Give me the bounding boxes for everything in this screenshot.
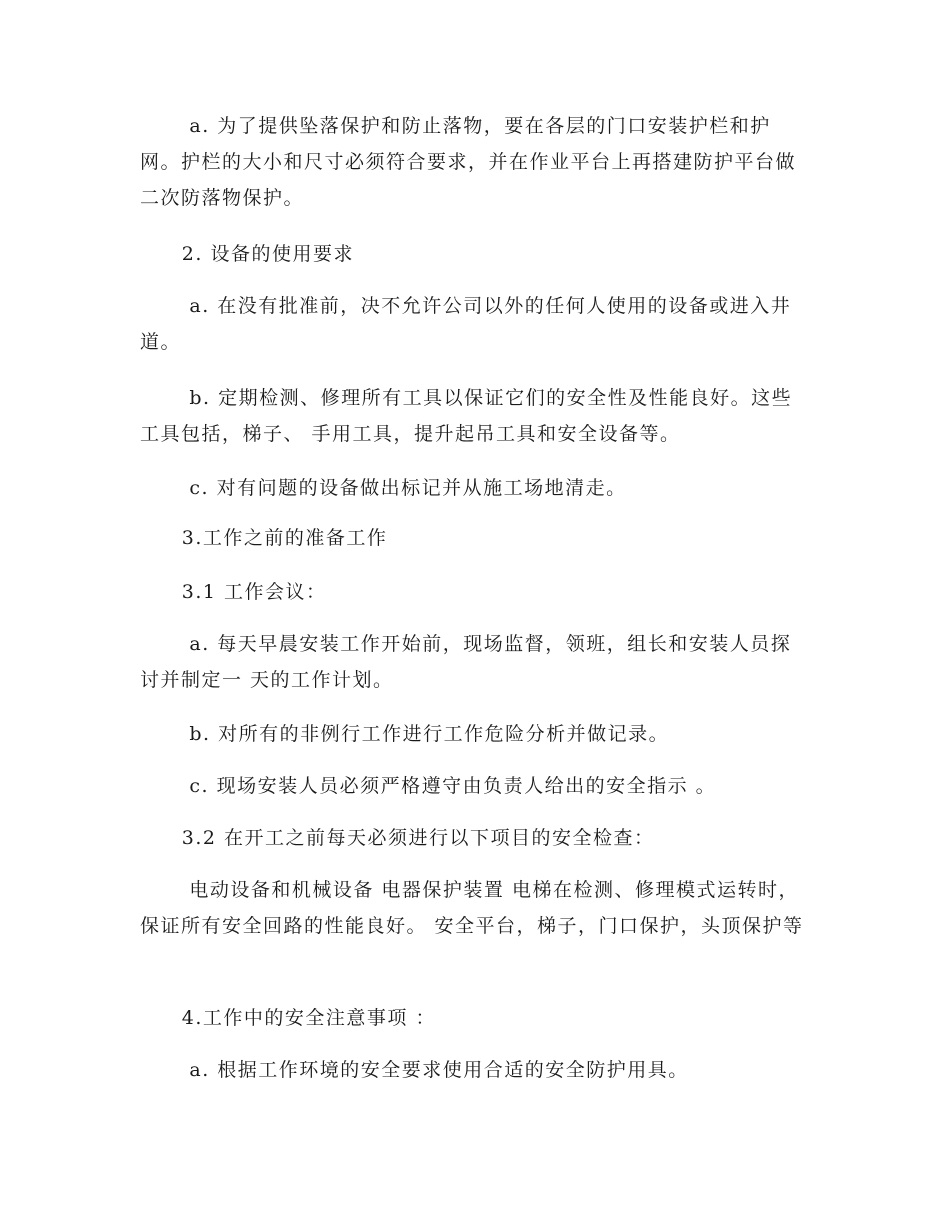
heading-preparation: 3.工作之前的准备工作: [181, 527, 388, 549]
paragraph-hazard-analysis: b. 对所有的非例行工作进行工作危险分析并做记录。: [189, 723, 670, 745]
paragraph-fall-protection: a. 为了提供坠落保护和防止落物，要在各层的门口安装护栏和护网。护栏的大小和尺寸必须符合要求，并在作业平台上再搭建防护平台做二次防落物保护。: [140, 115, 797, 209]
paragraph-check-items: 电动设备和机械设备 电器保护装置 电梯在检测、修理模式运转时，保证所有安全回路的性能良好。 安全平台，梯子，门口保护，头顶保护等: [140, 879, 804, 937]
heading-work-meeting: 3.1 工作会议：: [181, 581, 327, 603]
paragraph-protective-gear: a. 根据工作环境的安全要求使用合适的安全防护用具。: [189, 1059, 689, 1081]
paragraph-safety-instructions: c. 现场安装人员必须严格遵守由负责人给出的安全指示 。: [189, 775, 717, 797]
heading-daily-checks: 3.2 在开工之前每天必须进行以下项目的安全检查：: [181, 827, 655, 849]
heading-safety-precautions: 4.工作中的安全注意事项 ：: [181, 1007, 436, 1029]
paragraph-daily-plan: a. 每天早晨安装工作开始前，现场监督，领班，组长和安装人员探讨并制定一 天的工作计划。: [140, 633, 792, 691]
paragraph-tool-inspection: b. 定期检测、修理所有工具以保证它们的安全性及性能良好。这些工具包括，梯子、 手用工具，提升起吊工具和安全设备等。: [140, 387, 793, 445]
heading-equipment-use: 2. 设备的使用要求: [181, 243, 354, 265]
paragraph-approval: a. 在没有批准前，决不允许公司以外的任何人使用的设备或进入井道。: [140, 295, 792, 353]
paragraph-mark-defects: c. 对有问题的设备做出标记并从施工场地清走。: [189, 477, 627, 499]
